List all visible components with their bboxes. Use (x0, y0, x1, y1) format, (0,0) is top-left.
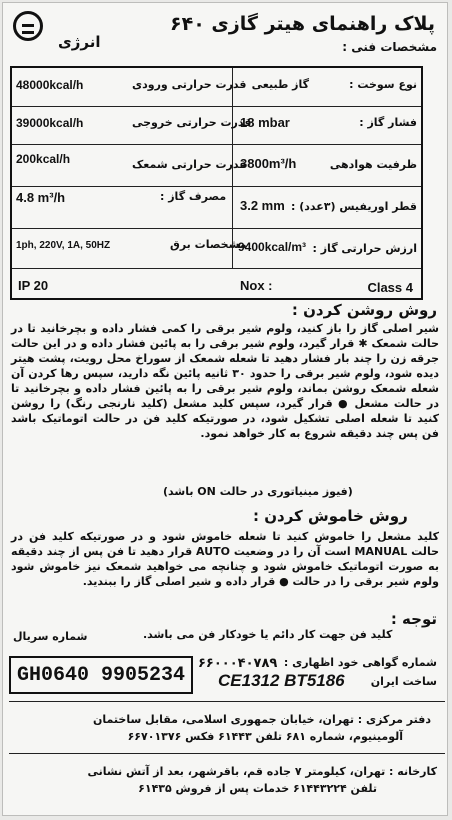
input-power-value: 48000kcal/h (16, 78, 84, 92)
orifice-value: 3.2 mm (240, 198, 285, 213)
output-power-value: 39000kcal/h (16, 116, 84, 130)
electrical-label: مشخصات برق (170, 238, 247, 251)
serial-number-box: GH0640 9905234 (9, 656, 193, 694)
gas-consumption-value: 4.8 m³/h (16, 190, 66, 205)
office-address-line2: آلومینیوم، شماره ۶۸۱ تلفن ۶۱۴۴۳ فکس ۶۶۷۰۱۳۷۶ (127, 730, 403, 743)
rating-plate (2, 2, 448, 816)
orifice-label: قطر اوریفیس (۳عدد) : (291, 200, 417, 213)
shutdown-instructions: کلید مشعل را خاموش کنید تا شعله خاموش شود و در صورتیکه کلید فن در حالت MANUAL است آن را در وضعیت AUTO قرار دهید تا فن پس از چند دقیقه به صورت اتوماتیک خاموش شود و چنانچه می خواهید شمعک نیز خاموش شود ولوم شیر برقی را در حالت ● قرار داده و شیر اصلی گاز را ببندید. (11, 530, 439, 588)
spec-row-divider (12, 106, 421, 107)
serial-label: شماره سریال (13, 630, 88, 643)
nox-label: Nox : (240, 278, 273, 293)
spec-row-divider (12, 144, 421, 145)
output-power-label: قدرت حرارتی خروجی (132, 116, 252, 129)
fuse-note: (فیوز مینیاتوری در حالت ON باشد) (163, 485, 353, 498)
spec-row-divider (12, 186, 421, 187)
airflow-value: 3800m³/h (240, 156, 297, 171)
airflow-label: ظرفیت هوادهی (329, 158, 417, 171)
certificate-number: ۶۶۰۰۰۴۰۷۸۹ (198, 656, 278, 671)
factory-address-line1: کارخانه : تهران، کیلومتر ۷ جاده قم، باقرشهر، بعد از آتش نشانی (87, 765, 437, 778)
spec-table (10, 66, 423, 300)
brand-logo-text: انرژی (58, 33, 101, 51)
shutdown-title: روش خاموش کردن : (253, 507, 408, 525)
page-title: پلاک راهنمای هیتر گازی ۶۴۰ (170, 13, 435, 35)
notice-text: کلید فن جهت کار دائم یا خودکار فن می باشد. (143, 628, 393, 641)
ip-rating: IP 20 (18, 278, 49, 293)
ignition-instructions: شیر اصلی گاز را باز کنید، ولوم شیر برقی را کمی فشار داده و بچرخانید تا در حالت شمعک ✱ قرار گیرد، ولوم شیر برقی را به پائین فشار داده و در این حالت جرقه زن را چند بار فشار دهید تا شعله شمعک از سوراخ محل رویت، پشت هیتر دیده شود، ولوم شیر برقی را حدود ۳۰ ثانیه پائین نگه دارید، سپس رها کردن آن شعله شمعک روشن بماند، ولوم شیر برقی را به پائین فشار داده و بچرخانید تا در حالت مشعل ● قرار گیرد، سپس کلید مشعل (کلید نارنجی رنگ) را روشن کنید تا شعله اصلی تشکیل شود، در صورتیکه کلید فن در حالت اتوماتیک باشد فن پس چند دقیقه شروع به کار خواهد نمود. (11, 322, 439, 440)
ignition-title: روش روشن کردن : (291, 301, 437, 319)
fuel-label: نوع سوخت : (349, 78, 417, 91)
spec-row-divider (12, 268, 421, 269)
ce-mark-code: CE1312 BT5186 (218, 671, 345, 690)
electrical-value: 1ph, 220V, 1A, 50HZ (16, 240, 111, 251)
made-in-label: ساخت ایران (370, 675, 437, 688)
spec-row-divider (12, 228, 421, 229)
pressure-value: 18 mbar (240, 115, 290, 130)
pilot-power-label: قدرت حرارتی شمعک (132, 158, 247, 171)
certificate-label: شماره گواهی خود اظهاری : (283, 656, 437, 669)
footer-divider (9, 753, 445, 754)
pressure-label: فشار گاز : (359, 116, 417, 129)
calorific-label: ارزش حرارتی گاز : (312, 242, 417, 255)
nox-class: Class 4 (367, 280, 413, 295)
spec-subtitle: مشخصات فنی : (342, 40, 437, 54)
calorific-value: 9400kcal/m³ (238, 240, 307, 254)
footer-divider (9, 701, 445, 702)
notice-title: توجه : (390, 610, 437, 628)
gas-consumption-label: مصرف گاز : (160, 190, 227, 203)
fuel-value: گاز طبیعی (251, 78, 309, 91)
brand-logo-icon (13, 11, 43, 41)
pilot-power-value: 200kcal/h (16, 152, 71, 166)
input-power-label: قدرت حرارتی ورودی (132, 78, 247, 91)
office-address-line1: دفتر مرکزی : تهران، خیابان جمهوری اسلامی، مقابل ساختمان (93, 713, 431, 726)
factory-address-line2: تلفن ۶۱۴۴۳۲۲۴ خدمات پس از فروش ۶۱۴۳۵ (138, 782, 377, 795)
